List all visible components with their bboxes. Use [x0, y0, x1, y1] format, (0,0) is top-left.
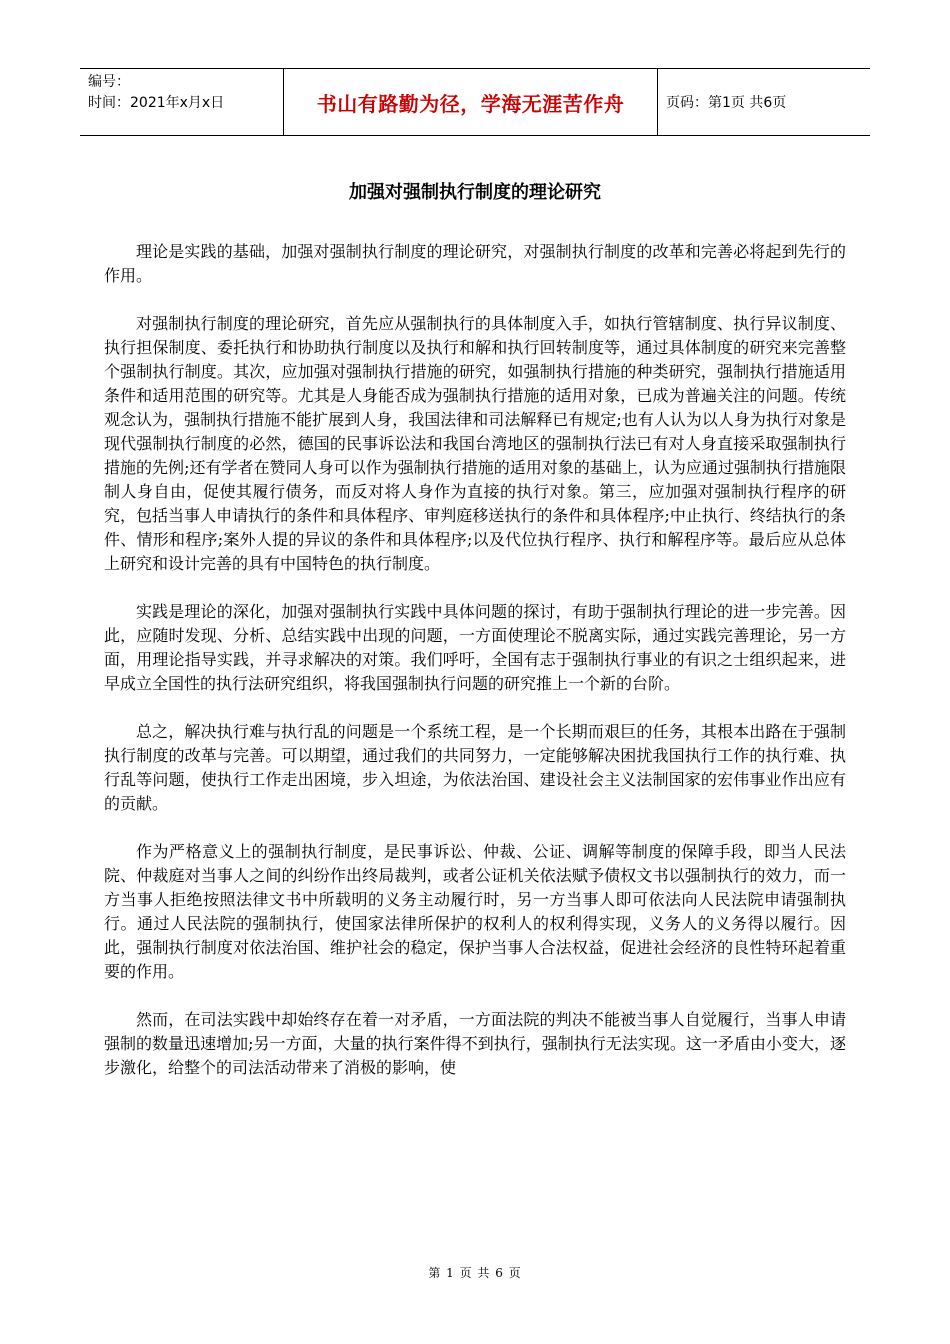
header-motto: 书山有路勤为径，学海无涯苦作舟: [283, 69, 658, 135]
paragraph-2: 对强制执行制度的理论研究，首先应从强制执行的具体制度入手，如执行管辖制度、执行异议制度、执行担保制度、委托执行和协助执行制度以及执行和解和执行回转制度等，通过具体制度的研究来完善整个强制执行制度。其次，应加强对强制执行措施的研究，如强制执行措施的种类研究，强制执行措施适用条件和适用范围的研究等。尤其是人身能否成为强制执行措施的适用对象，已成为普遍关注的问题。传统观念认为，强制执行措施不能扩展到人身，我国法律和司法解释已有规定;也有人认为以人身为执行对象是现代强制执行制度的必然，德国的民事诉讼法和我国台湾地区的强制执行法已有对人身直接采取强制执行措施的先例;还有学者在赞同人身可以作为强制执行措施的适用对象的基础上，认为应通过强制执行措施限制人身自由，促使其履行债务，而反对将人身作为直接的执行对象。第三，应加强对强制执行程序的研究，包括当事人申请执行的条件和具体程序、审判庭移送执行的条件和具体程序;中止执行、终结执行的条件、情形和程序;案外人提的异议的条件和具体程序;以及代位执行程序、执行和解程序等。最后应从总体上研究和设计完善的具有中国特色的执行制度。: [104, 314, 846, 573]
doc-date-label: 时间：2021年x月x日: [88, 95, 225, 111]
paragraph-1: 理论是实践的基础，加强对强制执行制度的理论研究，对强制执行制度的改革和完善必将起到先行的作用。: [104, 242, 846, 285]
header-page-info: 页码：第1页 共6页: [666, 95, 787, 111]
header-meta: [80, 69, 283, 135]
document-title: 加强对强制执行制度的理论研究: [349, 182, 601, 203]
document-body: [104, 240, 846, 1104]
paragraph-6: 然而，在司法实践中却始终存在着一对矛盾，一方面法院的判决不能被当事人自觉履行，当事人申请强制的数量迅速增加;另一方面，大量的执行案件得不到执行，强制执行无法实现。这一矛盾由小变大，逐步激化，给整个的司法活动带来了消极的影响，使: [104, 1010, 846, 1077]
doc-number-label: 编号：: [88, 74, 130, 90]
paragraph-5: 作为严格意义上的强制执行制度，是民事诉讼、仲裁、公证、调解等制度的保障手段，即当人民法院、仲裁庭对当事人之间的纠纷作出终局裁判，或者公证机关依法赋予债权文书以强制执行的效力，而一方当事人拒绝按照法律文书中所载明的义务主动履行时，另一方当事人即可依法向人民法院申请强制执行。通过人民法院的强制执行，使国家法律所保护的权利人的权利得实现，义务人的义务得以履行。因此，强制执行制度对依法治国、维护社会的稳定，保护当事人合法权益，促进社会经济的良性特环起着重要的作用。: [104, 842, 846, 981]
page-footer: 第 1 页 共 6 页: [428, 1266, 522, 1280]
paragraph-4: 总之，解决执行难与执行乱的问题是一个系统工程，是一个长期而艰巨的任务，其根本出路在于强制执行制度的改革与完善。可以期望，通过我们的共同努力，一定能够解决困扰我国执行工作的执行难、执行乱等问题，使执行工作走出困境，步入坦途，为依法治国、建设社会主义法制国家的宏伟事业作出应有的贡献。: [104, 722, 846, 813]
paragraph-3: 实践是理论的深化，加强对强制执行实践中具体问题的探讨，有助于强制执行理论的进一步完善。因此，应随时发现、分析、总结实践中出现的问题，一方面使理论不脱离实际，通过实践完善理论，另一方面，用理论指导实践，并寻求解决的对策。我们呼吁，全国有志于强制执行事业的有识之士组织起来，进早成立全国性的执行法研究组织，将我国强制执行问题的研究推上一个新的台阶。: [104, 602, 846, 693]
page-header: [80, 68, 870, 136]
